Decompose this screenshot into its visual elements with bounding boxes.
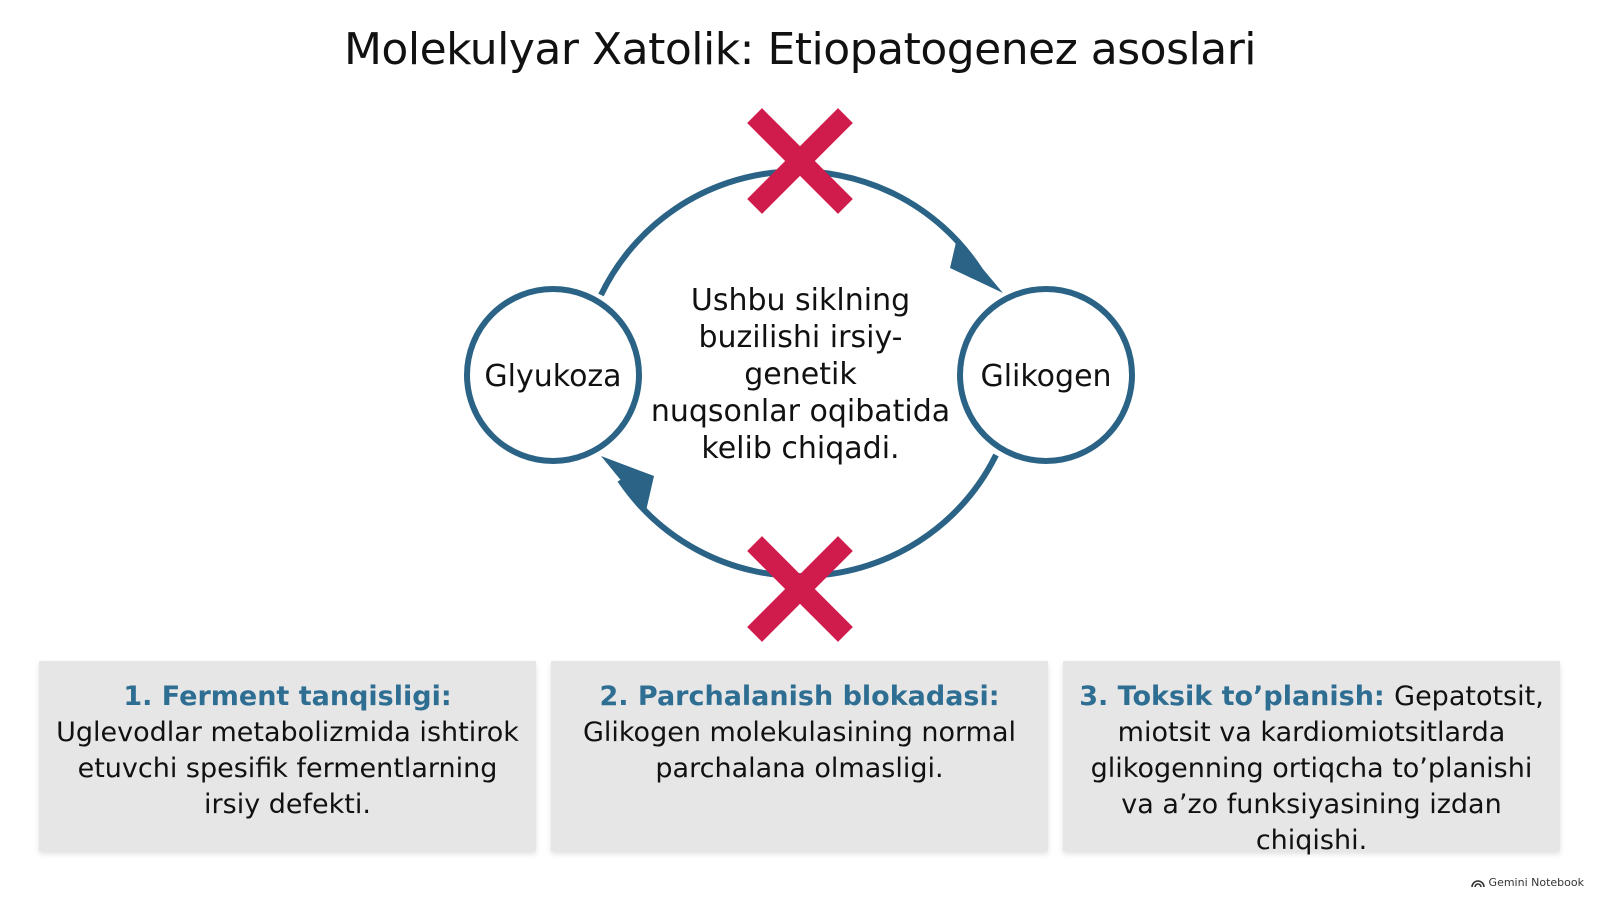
center-line: kelib chiqadi. [701,431,900,466]
node-glycogen-label: Glikogen [980,359,1112,394]
center-line: nuqsonlar oqibatida [650,394,951,429]
card-title: 3. Toksik to’planish: [1079,681,1395,712]
card-title: 1. Ferment tanqisligi: [123,681,452,712]
center-explanation [628,282,973,467]
card-body: Uglevodlar metabolizmida ishtirok etuvchi spesifik fermentlarning irsiy defekti. [56,717,519,820]
node-glycogen [960,289,1132,461]
footer-brand-text: Gemini Notebook [1488,876,1584,889]
arc-top-glucose-to-glycogen [601,171,980,295]
card-toxic-accumulation [1063,661,1560,856]
notebook-logo-icon [1471,878,1485,888]
node-glucose-label: Glyukoza [484,359,622,394]
slide-title: Molekulyar Xatolik: Etiopatogenez asoslari [343,24,1257,75]
card-breakdown-block [551,661,1048,851]
center-line: genetik [744,357,857,392]
footer-branding [1471,876,1584,889]
node-glucose [467,289,639,461]
card-enzyme-deficiency [39,661,536,851]
arc-bottom-glycogen-to-glucose [620,455,996,576]
card-title: 2. Parchalanish blokadasi: [599,681,1000,712]
center-line: buzilishi irsiy- [698,320,903,355]
card-body: Glikogen molekulasining normal parchalana olmasligi. [582,717,1017,784]
card-body: Gepatotsit, miotsit va kardiomiotsitlarda glikogenning ortiqcha to’planishi va a’zo funksiyasining izdan chiqishi. [1090,681,1544,856]
block-x-icon-bottom [762,551,838,627]
center-line: Ushbu siklning [690,283,911,318]
block-x-icon-top [762,123,838,199]
